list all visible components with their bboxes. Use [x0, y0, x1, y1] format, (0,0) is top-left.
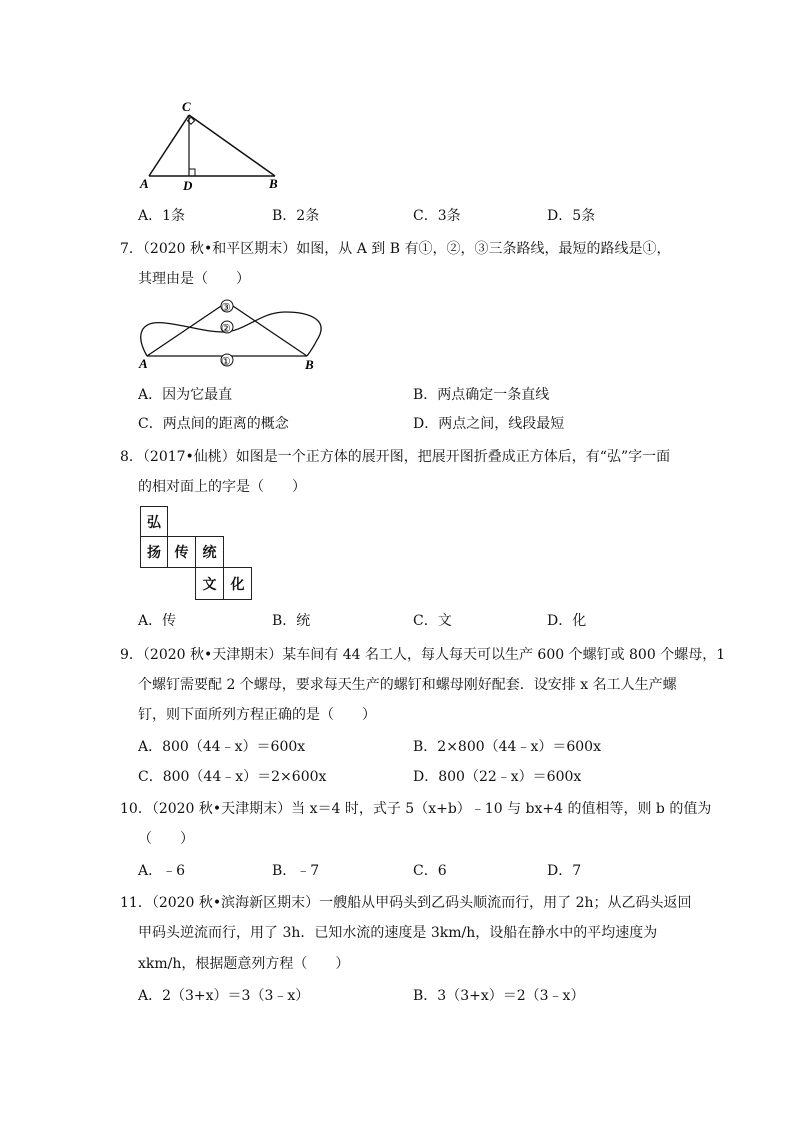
cube-face: 统 — [195, 536, 224, 568]
cube-net — [140, 506, 252, 600]
q8-option-d[interactable]: D．化 — [547, 613, 587, 629]
q7-option-d[interactable]: D．两点之间，线段最短 — [413, 416, 565, 432]
q8-stem-line2: 的相对面上的字是（ ） — [138, 479, 306, 495]
q6-option-a[interactable]: A．1条 — [138, 208, 186, 224]
cube-face: 传 — [167, 536, 196, 568]
vertex-d: D — [183, 178, 193, 193]
cube-face: 化 — [223, 567, 252, 600]
q11-option-a[interactable]: A．2（3+x）＝3（3﹣x） — [138, 988, 310, 1004]
q8-option-c[interactable]: C．文 — [413, 613, 452, 629]
q6-option-b[interactable]: B．2条 — [272, 208, 320, 224]
q7-option-a[interactable]: A．因为它最直 — [138, 387, 233, 403]
cube-face: 扬 — [140, 536, 168, 568]
routes-figure — [135, 290, 335, 380]
q9-stem-line3: 钉，则下面所列方程正确的是（ ） — [138, 707, 376, 723]
q11-stem-line3: xkm/h，根据题意列方程（ ） — [138, 956, 350, 972]
q9-option-d[interactable]: D．800（22﹣x）＝600x — [413, 769, 582, 785]
cube-face: 文 — [195, 567, 224, 600]
q9-stem-line1: 9．（2020 秋•天津期末）某车间有 44 名工人，每人每天可以生产 600 个螺钉或 800 个螺母，1 — [120, 647, 726, 663]
q8-option-b[interactable]: B．统 — [272, 613, 311, 629]
q11-option-b[interactable]: B．3（3+x）＝2（3﹣x） — [413, 988, 585, 1004]
vertex-a: A — [140, 176, 149, 191]
q10-option-c[interactable]: C．6 — [413, 863, 447, 879]
route-3-label: ③ — [221, 302, 231, 314]
point-b: B — [305, 357, 314, 372]
q7-option-c[interactable]: C．两点间的距离的概念 — [138, 416, 289, 432]
route-2-label: ② — [221, 323, 231, 335]
q7-option-b[interactable]: B．两点确定一条直线 — [413, 387, 550, 403]
q8-stem-line1: 8．（2017•仙桃）如图是一个正方体的展开图，把展开图折叠成正方体后，有“弘”字一面 — [120, 449, 671, 465]
q8-option-a[interactable]: A．传 — [138, 613, 177, 629]
q11-stem-line2: 甲码头逆流而行，用了 3h．已知水流的速度是 3km/h，设船在静水中的平均速度为 — [138, 925, 658, 941]
q9-option-c[interactable]: C．800（44﹣x）＝2×600x — [138, 769, 327, 785]
cube-face: 弘 — [140, 506, 168, 537]
q7-stem-line1: 7．（2020 秋•和平区期末）如图，从 A 到 B 有①，②，③三条路线，最短的路线是①， — [120, 241, 671, 257]
q6-option-d[interactable]: D．5条 — [547, 208, 596, 224]
q10-stem-line1: 10．（2020 秋•天津期末）当 x＝4 时，式子 5（x+b）﹣10 与 bx+4 的值相等，则 b 的值为 — [120, 801, 712, 817]
q10-option-a[interactable]: A．﹣6 — [138, 863, 186, 879]
vertex-b: B — [269, 176, 278, 191]
vertex-c: C — [182, 99, 191, 114]
q9-option-b[interactable]: B．2×800（44﹣x）＝600x — [413, 739, 601, 755]
q6-option-c[interactable]: C．3条 — [413, 208, 461, 224]
q7-stem-line2: 其理由是（ ） — [138, 271, 250, 287]
triangle-figure — [135, 95, 295, 195]
q10-stem-line2: （ ） — [138, 831, 194, 847]
q9-stem-line2: 个螺钉需要配 2 个螺母，要求每天生产的螺钉和螺母刚好配套．设安排 x 名工人生产螺 — [138, 677, 677, 693]
q10-option-d[interactable]: D．7 — [547, 863, 582, 879]
q9-option-a[interactable]: A．800（44﹣x）＝600x — [138, 739, 306, 755]
q10-option-b[interactable]: B．﹣7 — [272, 863, 320, 879]
q11-stem-line1: 11．（2020 秋•滨海新区期末）一艘船从甲码头到乙码头顺流而行，用了 2h；从乙码头返回 — [120, 895, 692, 911]
point-a: A — [139, 356, 148, 371]
route-1-label: ① — [221, 356, 231, 368]
